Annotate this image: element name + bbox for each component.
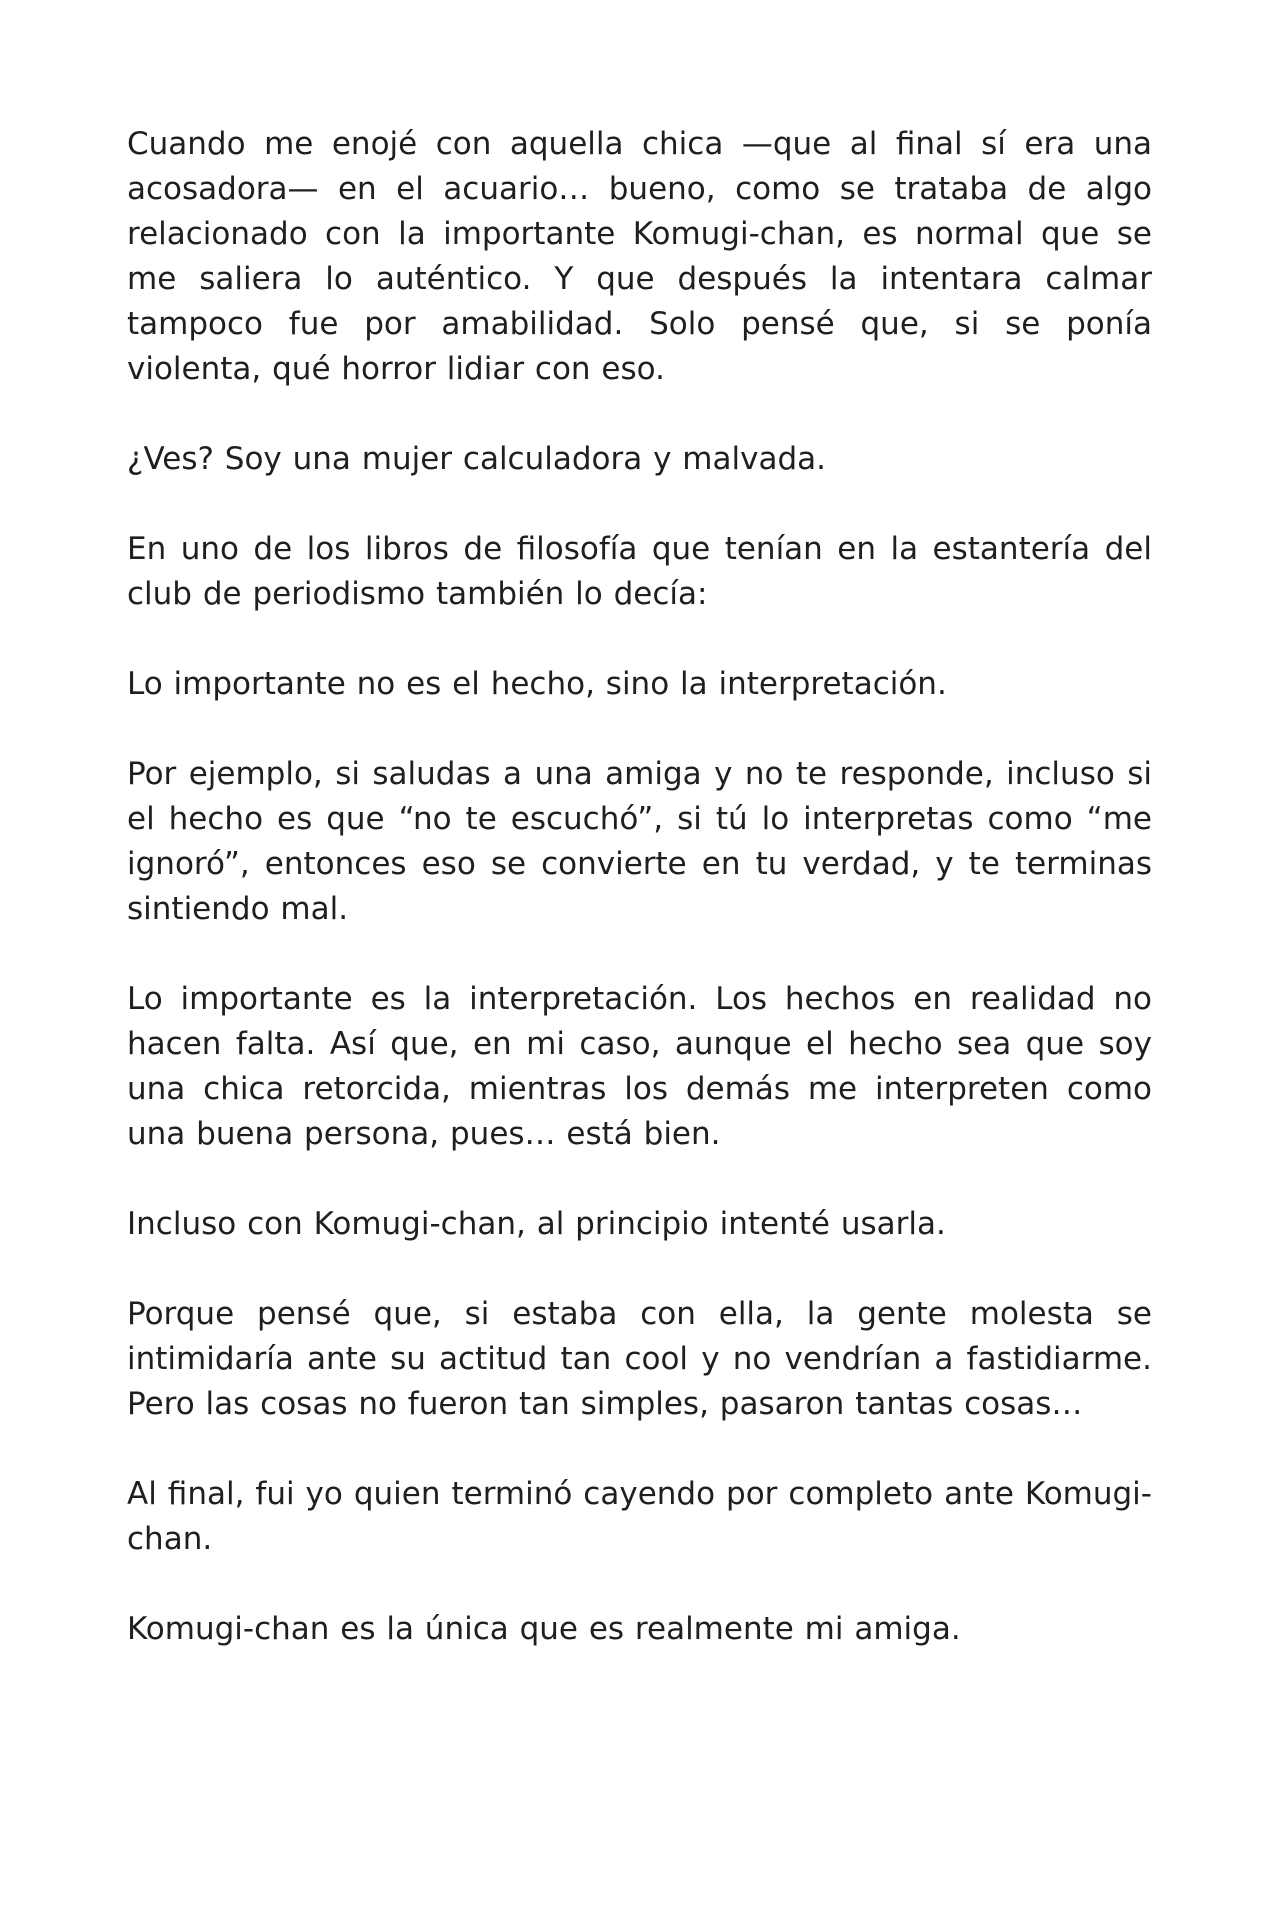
paragraph-7: Incluso con Komugi-chan, al principio intenté usarla. bbox=[127, 1206, 946, 1242]
paragraph-5: Por ejemplo, si saludas a una amiga y no te responde, incluso si el hecho es que “no te escuchó”, si tú lo interpretas como “me ignoró”, entonces eso se convierte en tu verdad, y te terminas sintiendo mal. bbox=[127, 756, 1152, 927]
paragraph-10: Komugi-chan es la única que es realmente mi amiga. bbox=[127, 1611, 961, 1647]
paragraph-1: Cuando me enojé con aquella chica —que al final sí era una acosadora— en el acuario… bueno, como se trataba de algo relacionado con la importante Komugi-chan, es normal que se me saliera lo auténtico. Y que después la intentara calmar tampoco fue por amabilidad. Solo pensé que, si se ponía violenta, qué horror lidiar con eso. bbox=[127, 126, 1152, 387]
paragraph-2: ¿Ves? Soy una mujer calculadora y malvada. bbox=[127, 441, 826, 477]
paragraph-6: Lo importante es la interpretación. Los hechos en realidad no hacen falta. Así que, en mi caso, aunque el hecho sea que soy una chica retorcida, mientras los demás me interpreten como una buena persona, pues… está bien. bbox=[127, 981, 1152, 1152]
paragraph-9: Al final, fui yo quien terminó cayendo por completo ante Komugi-chan. bbox=[127, 1476, 1152, 1557]
paragraph-4: Lo importante no es el hecho, sino la interpretación. bbox=[127, 666, 947, 702]
paragraph-3: En uno de los libros de filosofía que tenían en la estantería del club de periodismo también lo decía: bbox=[127, 531, 1152, 612]
paragraph-8: Porque pensé que, si estaba con ella, la gente molesta se intimidaría ante su actitud tan cool y no vendrían a fastidiarme. Pero las cosas no fueron tan simples, pasaron tantas cosas… bbox=[127, 1296, 1152, 1422]
